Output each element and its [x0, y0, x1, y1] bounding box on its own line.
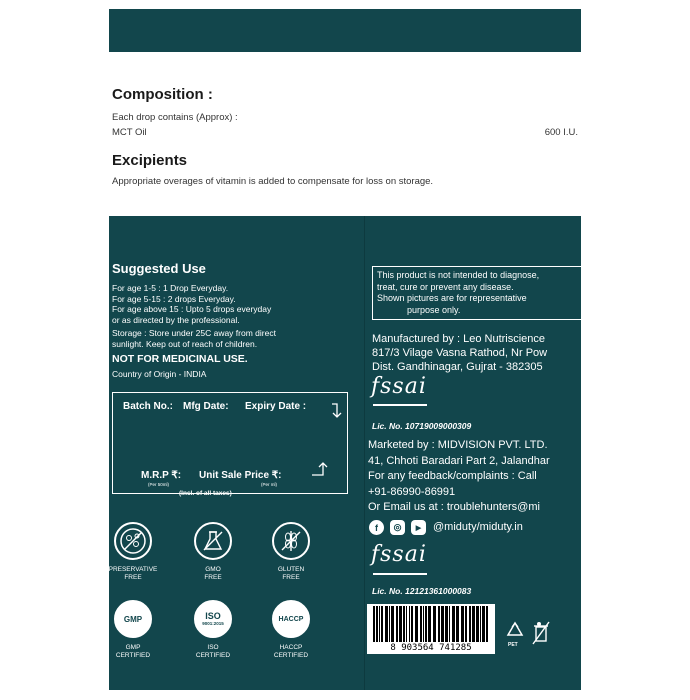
label-panel	[109, 216, 581, 690]
barcode-bar	[445, 606, 448, 642]
barcode-bar	[482, 606, 485, 642]
gluten-free-icon	[272, 522, 310, 560]
origin-text: Country of Origin - INDIA	[112, 369, 207, 379]
badge-label: PRESERVATIVE FREE	[109, 566, 158, 581]
ingredient-name: MCT Oil	[112, 127, 147, 138]
barcode-bar	[385, 606, 388, 642]
preservative-free-icon	[114, 522, 152, 560]
barcode-bar	[452, 606, 455, 642]
batch-box	[112, 392, 348, 494]
column-divider	[364, 216, 365, 690]
composition-title: Composition :	[112, 86, 213, 103]
badge-label: GMP CERTIFIED	[115, 644, 151, 659]
not-medicinal-text: NOT FOR MEDICINAL USE.	[112, 353, 248, 365]
arrow-down-icon	[331, 403, 343, 419]
batch-no-label: Batch No.:	[123, 401, 173, 412]
barcode-bar	[465, 606, 467, 642]
each-drop-text: Each drop contains (Approx) :	[112, 112, 238, 123]
marketer-block: Marketed by : MIDVISION PVT. LTD. 41, Chhoti Baradari Part 2, Jalandhar For any feedback/complaints : Call +91-86990-86991 Or Email us at : troublehunters@mi	[368, 439, 550, 513]
fssai-license-1: Lic. No. 10719009000309	[372, 421, 472, 431]
barcode-bar	[449, 606, 450, 642]
mfg-date-label: Mfg Date:	[183, 401, 229, 412]
recycle-icon	[504, 621, 526, 641]
composition-section	[112, 86, 578, 187]
barcode-bar	[486, 606, 488, 642]
barcode-bar	[480, 606, 481, 642]
gmp-certified-icon: GMP	[114, 600, 152, 638]
top-band	[109, 9, 581, 52]
iso-certified-icon: ISO 9001:2015	[194, 600, 232, 638]
barcode-bars	[367, 606, 495, 644]
barcode-bar	[389, 606, 390, 642]
barcode-bar	[373, 606, 375, 642]
use-line: For age 1-5 : 1 Drop Everyday.	[112, 283, 229, 293]
fssai-license-2: Lic. No. 12121361000083	[372, 586, 472, 596]
storage-line: Storage : Store under 25C away from direct	[112, 328, 276, 338]
fssai-underline	[373, 404, 427, 406]
barcode-bar	[381, 606, 383, 642]
ingredient-value: 600 I.U.	[544, 127, 578, 138]
barcode-bar	[469, 606, 471, 642]
unit-sale-price-label: Unit Sale Price ₹:	[199, 470, 282, 481]
badge-label: HACCP CERTIFIED	[273, 644, 309, 659]
barcode-number: 8 903564 741285	[390, 643, 472, 653]
barcode-bar	[425, 606, 427, 642]
facebook-icon[interactable]: f	[369, 520, 384, 535]
barcode-bar	[391, 606, 394, 642]
barcode-bar	[415, 606, 418, 642]
badge-label: GLUTEN FREE	[277, 566, 305, 581]
manufacturer-block: Manufactured by : Leo Nutriscience 817/3 Vilage Vasna Rathod, Nr Pow Dist. Gandhinagar, Gujrat - 382305	[372, 333, 548, 373]
mrp-sub-label: (Per 50ml)	[148, 482, 170, 487]
incl-taxes-text: (Incl. of all taxes)	[179, 490, 232, 497]
instagram-icon[interactable]: ◎	[390, 520, 405, 535]
badge-label: GMO FREE	[204, 566, 222, 581]
badge-label: ISO CERTIFIED	[195, 644, 231, 659]
barcode-bar	[461, 606, 464, 642]
expiry-date-label: Expiry Date :	[245, 401, 307, 412]
barcode-bar	[406, 606, 407, 642]
barcode-bar	[420, 606, 422, 642]
barcode-bar	[441, 606, 444, 642]
arrow-up-icon	[311, 461, 329, 477]
fssai-logo: fssai	[371, 374, 427, 399]
usp-sub-label: (Per ml)	[261, 482, 277, 487]
gmo-free-icon	[194, 522, 232, 560]
suggested-use-title: Suggested Use	[112, 261, 206, 276]
barcode-bar	[472, 606, 475, 642]
storage-line: sunlight. Keep out of reach of children.	[112, 338, 258, 349]
barcode	[367, 604, 495, 654]
excipients-title: Excipients	[112, 152, 188, 169]
barcode-bar	[428, 606, 431, 642]
fssai-underline	[373, 573, 427, 575]
youtube-icon[interactable]: ▶	[411, 520, 426, 535]
pet-label: PET	[508, 642, 518, 648]
mrp-label: M.R.P ₹:	[141, 470, 182, 481]
suggested-use-lines	[112, 283, 302, 380]
disclaimer-box: This product is not intended to diagnose, treat, cure or prevent any disease. Shown pictures are for representative purpose only.	[372, 266, 581, 320]
haccp-certified-icon: HACCP	[272, 600, 310, 638]
barcode-bar	[411, 606, 413, 642]
ingredient-row	[112, 127, 578, 139]
barcode-bar	[396, 606, 398, 642]
barcode-bar	[456, 606, 459, 642]
barcode-bar	[399, 606, 402, 642]
social-handle[interactable]: @miduty/miduty.in	[433, 521, 523, 533]
barcode-bar	[409, 606, 410, 642]
barcode-bar	[379, 606, 380, 642]
barcode-bar	[376, 606, 378, 642]
use-line: or as directed by the professional.	[112, 314, 240, 325]
use-line: For age 5-15 : 2 drops Everyday.	[112, 293, 236, 304]
barcode-bar	[438, 606, 440, 642]
use-line: For age above 15 : Upto 5 drops everyday	[112, 304, 272, 314]
barcode-bar	[476, 606, 479, 642]
barcode-bar	[403, 606, 405, 642]
fssai-logo: fssai	[371, 542, 427, 567]
dustbin-icon	[531, 620, 551, 646]
barcode-bar	[433, 606, 436, 642]
barcode-bar	[423, 606, 424, 642]
excipients-text: Appropriate overages of vitamin is added to compensate for loss on storage.	[112, 176, 434, 187]
